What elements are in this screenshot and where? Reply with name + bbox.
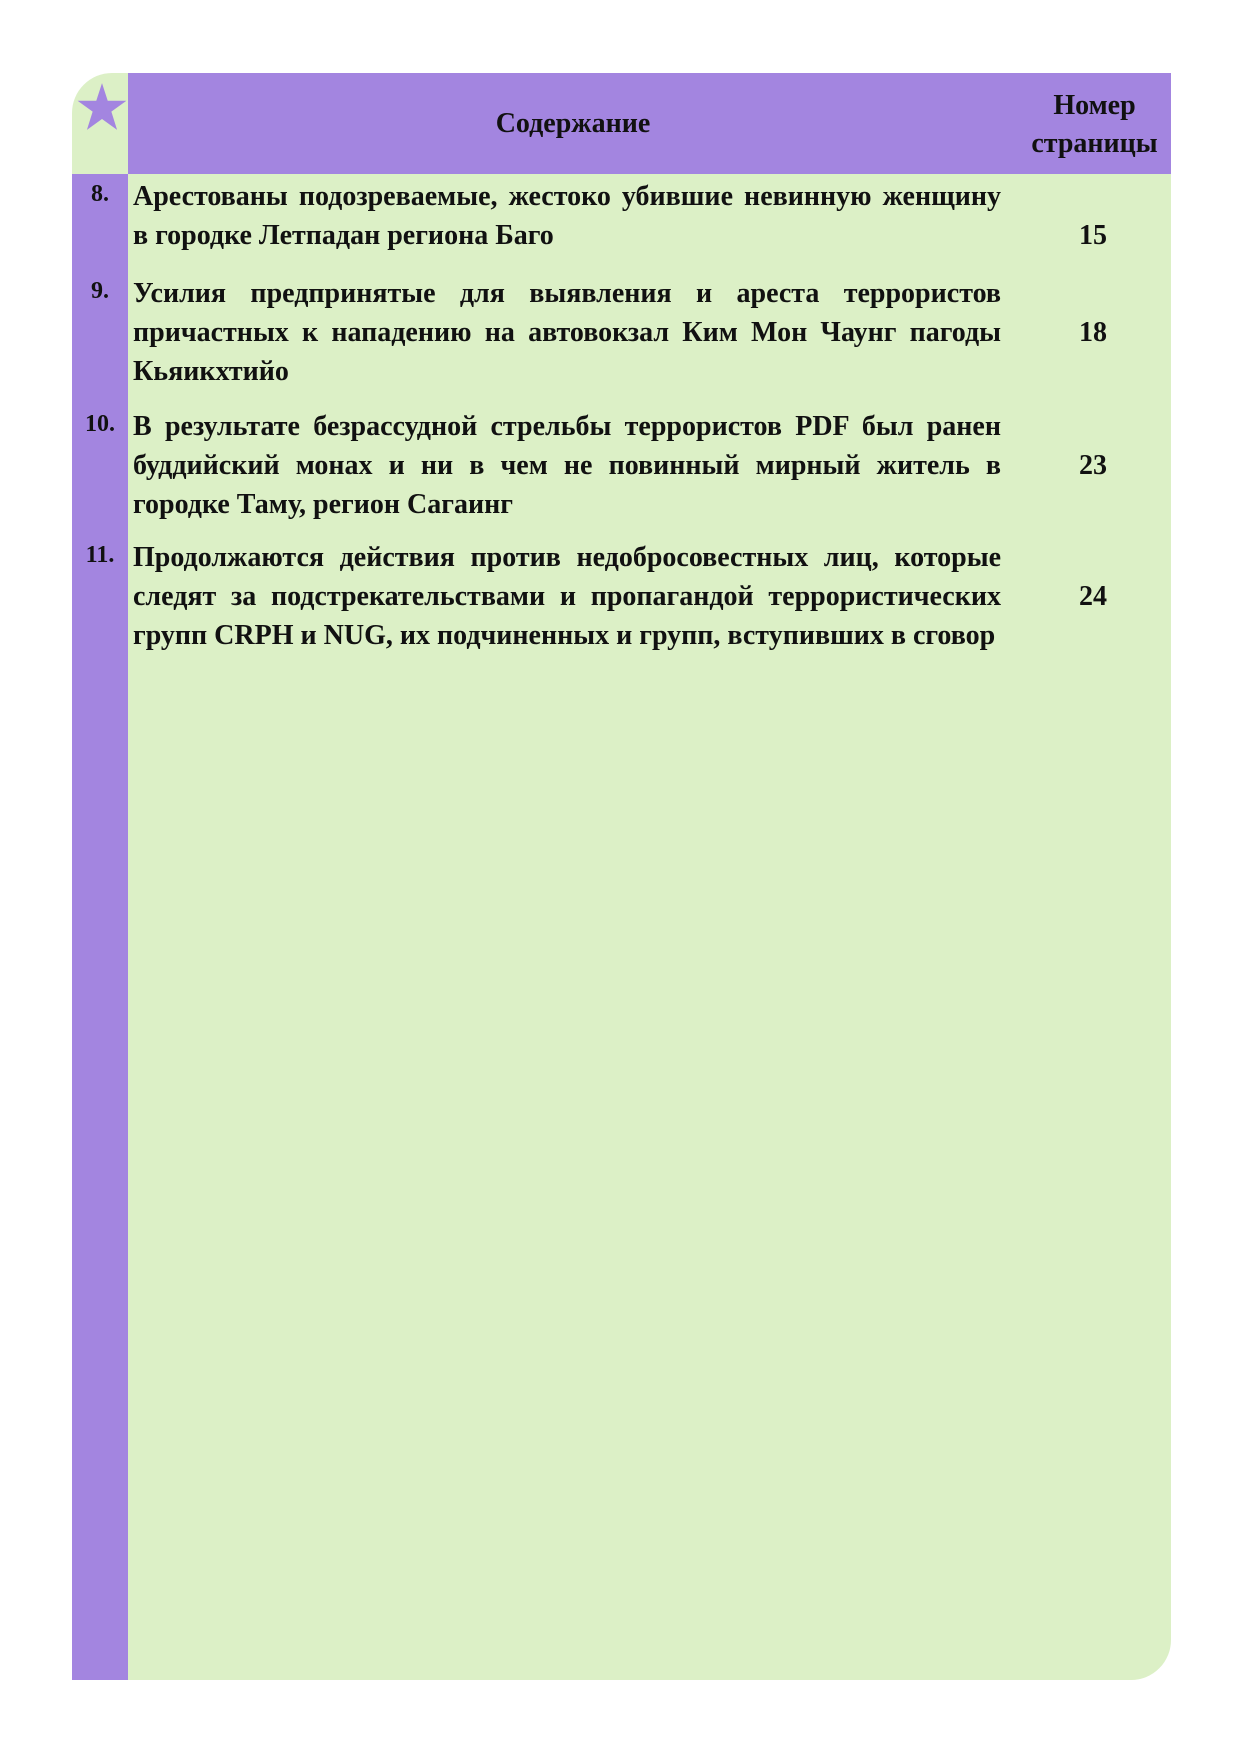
entry-page: 15 xyxy=(1079,220,1107,251)
entry-page: 23 xyxy=(1079,450,1107,481)
contents-panel xyxy=(72,73,1171,1680)
entry-number: 9. xyxy=(91,278,109,304)
entry-number: 11. xyxy=(85,542,115,568)
table-header xyxy=(128,73,1171,174)
star-icon xyxy=(76,81,128,133)
entry-page: 24 xyxy=(1079,581,1107,612)
entry-title[interactable]: Усилия предпринятые для выявления и ареста террористов причастных к нападению на автовокзал Ким Мон Чаунг пагоды Кьяикхтийо xyxy=(133,278,1001,387)
entry-title[interactable]: Арестованы подозреваемые, жестоко убившие невинную женщину в городке Летпадан региона Баго xyxy=(133,181,1001,251)
entry-number: 10. xyxy=(85,411,115,437)
header-page-label xyxy=(1018,87,1171,163)
entry-number: 8. xyxy=(91,181,109,207)
header-page-label-line1: Номер xyxy=(1053,90,1136,121)
star-cell xyxy=(72,73,128,174)
left-bar xyxy=(72,174,128,1680)
header-title: Содержание xyxy=(495,108,651,139)
entry-title[interactable]: В результате безрассудной стрельбы террористов PDF был ранен буддийский монах и ни в чем не повинный мирный житель в городке Таму, регион Сагаинг xyxy=(133,411,1001,520)
entry-page: 18 xyxy=(1079,317,1107,348)
header-page-label-line2: страницы xyxy=(1031,128,1158,159)
entry-title[interactable]: Продолжаются действия против недобросовестных лиц, которые следят за подстрекательствами и пропагандой террористических групп CRPH и NUG, их подчиненных и групп, вступивших в сговор xyxy=(133,542,1001,651)
